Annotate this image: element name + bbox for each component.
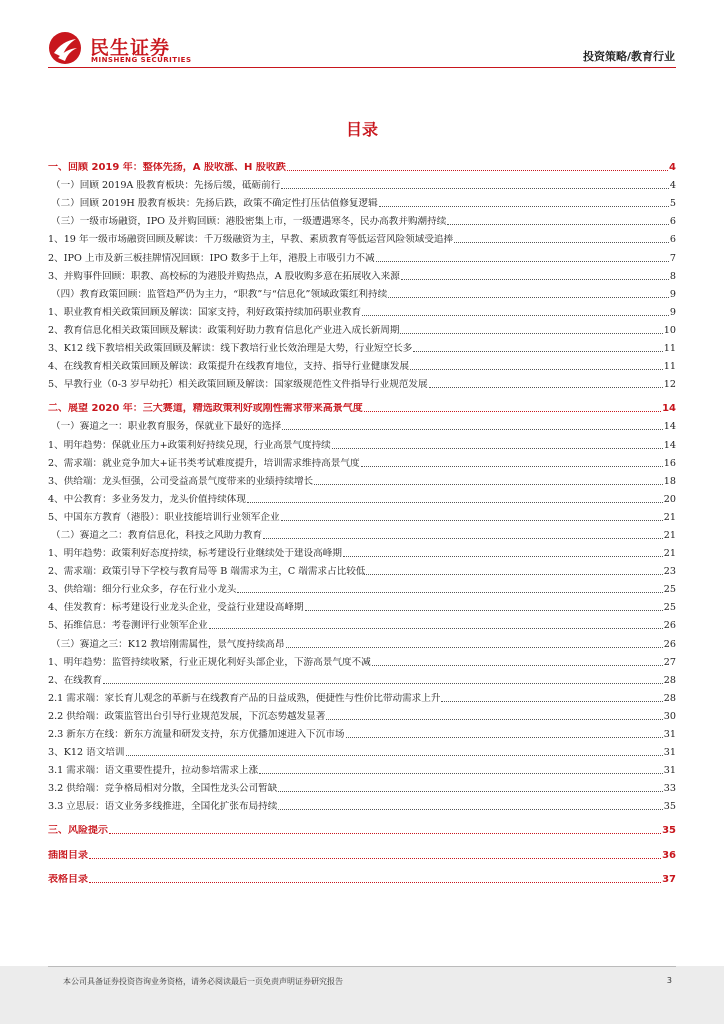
page-number: 3 [666, 976, 672, 985]
toc-leader-dots [332, 448, 663, 449]
toc-entry-page: 11 [663, 361, 676, 373]
toc-entry-title: 5、中国东方教育（港股）：职业技能培训行业领军企业 [48, 511, 280, 523]
toc-title: 目录 [345, 120, 378, 139]
toc-entry-page: 25 [663, 602, 676, 614]
toc-entry-page: 14 [663, 421, 676, 433]
toc-entry-title: （二）赛道之二：教育信息化，科技之风助力教育 [51, 529, 263, 541]
minsheng-logo-icon [48, 31, 82, 65]
toc-leader-dots [379, 206, 669, 207]
toc-entry[interactable] [48, 614, 676, 632]
toc-entry-title: 2、教育信息化相关政策回顾及解读：政策利好助力教育信息化产业进入成长新周期 [48, 324, 400, 336]
toc-entry-page: 7 [669, 252, 676, 264]
toc-entry-page: 20 [663, 493, 676, 505]
page-header [0, 0, 724, 72]
toc-entry-title: 三、风险提示 [48, 825, 108, 837]
toc-entry-page: 28 [663, 674, 676, 686]
toc-entry[interactable] [48, 542, 676, 560]
toc-entry-title: 二、展望 2020 年：三大赛道，精选政策利好或刚性需求带来高景气度 [48, 403, 363, 415]
toc-entry-page: 25 [663, 584, 676, 596]
toc-leader-dots [282, 429, 663, 430]
toc-entry-title: 4、在线教育相关政策回顾及解读：政策提升在线教育地位，支持、指导行业健康发展 [48, 361, 410, 373]
toc-entry-page: 6 [669, 234, 676, 246]
toc-entry-title: 3.2 供给端：竞争格局相对分散，全国性龙头公司暂缺 [48, 783, 278, 795]
toc-entry-page: 23 [663, 566, 676, 578]
toc-entry[interactable] [48, 415, 676, 433]
toc-entry[interactable] [48, 337, 676, 355]
toc-entry-title: 表格目录 [48, 873, 88, 885]
toc-leader-dots [89, 858, 661, 859]
toc-entry-page: 9 [669, 306, 676, 318]
toc-leader-dots [109, 833, 661, 834]
toc-entry-page: 18 [663, 475, 676, 487]
toc-entry[interactable] [48, 560, 676, 578]
toc-entry[interactable] [48, 705, 676, 723]
toc-entry[interactable] [48, 319, 676, 337]
toc-entry-page: 37 [662, 873, 676, 885]
toc-entry[interactable] [48, 488, 676, 506]
toc-leader-dots [376, 261, 669, 262]
toc-entry-page: 27 [663, 656, 676, 668]
toc-entry-page: 10 [663, 324, 676, 336]
toc-leader-dots [126, 755, 663, 756]
toc-entry[interactable] [48, 741, 676, 759]
toc-entry[interactable] [48, 156, 676, 174]
toc-leader-dots [278, 791, 662, 792]
toc-leader-dots [287, 170, 668, 171]
toc-entry[interactable] [48, 452, 676, 470]
toc-entry-title: 2、需求端：政策引导下学校与教育局等 B 端需求为主，C 端需求占比较低 [48, 566, 366, 578]
toc-entry-page: 14 [663, 439, 676, 451]
toc-entry[interactable] [48, 524, 676, 542]
toc-entry-page: 30 [663, 710, 676, 722]
toc-entry-page: 33 [663, 783, 676, 795]
toc-leader-dots [454, 242, 669, 243]
toc-leader-dots [103, 683, 663, 684]
toc-entry-title: 3、K12 线下教培相关政策回顾及解读：线下教培行业长效治理是大势，行业短空长多 [48, 343, 413, 355]
toc-leader-dots [286, 647, 663, 648]
toc-entry-page: 11 [663, 343, 676, 355]
toc-entry[interactable] [48, 632, 676, 650]
toc-entry[interactable] [48, 777, 676, 795]
toc-entry[interactable] [48, 506, 676, 524]
toc-leader-dots [372, 665, 663, 666]
toc-entry-title: 5、早教行业（0-3 岁早幼托）相关政策回顾及解读：国家级规范性文件指导行业规范发展 [48, 379, 428, 391]
toc-entry-title: 1、19 年一级市场融资回顾及解读：千万级融资为主，早教、素质教育等低运营风险领域受追捧 [48, 234, 454, 246]
toc-leader-dots [237, 592, 662, 593]
toc-leader-dots [346, 737, 663, 738]
toc-entry-title: 5、拓维信息：考卷测评行业领军企业 [48, 620, 208, 632]
toc-leader-dots [326, 719, 662, 720]
toc-leader-dots [263, 538, 663, 539]
toc-entry[interactable] [48, 819, 676, 837]
toc-entry-page: 21 [663, 548, 676, 560]
toc-entry[interactable] [48, 578, 676, 596]
toc-entry-title: 1、明年趋势：监管持续收紧，行业正规化利好头部企业，下游高景气度不减 [48, 656, 371, 668]
toc-entry-page: 4 [669, 180, 676, 192]
toc-entry[interactable] [48, 795, 676, 813]
toc-entry-page: 26 [663, 620, 676, 632]
toc-entry-title: 4、佳发教育：标考建设行业龙头企业，受益行业建设高峰期 [48, 602, 304, 614]
toc-entry[interactable] [48, 723, 676, 741]
toc-entry[interactable] [48, 433, 676, 451]
toc-leader-dots [410, 369, 663, 370]
toc-leader-dots [247, 502, 663, 503]
toc-leader-dots [441, 701, 662, 702]
toc-entry[interactable] [48, 246, 676, 264]
toc-entry-page: 21 [663, 529, 676, 541]
toc-leader-dots [366, 574, 662, 575]
toc-entry-title: 4、中公教育：多业务发力，龙头价值持续体现 [48, 493, 246, 505]
toc-entry[interactable] [48, 687, 676, 705]
toc-entry-page: 5 [669, 198, 676, 210]
header-divider [48, 67, 676, 68]
toc-leader-dots [429, 387, 663, 388]
toc-entry-title: （四）教育政策回顾：监管趋严仍为主力，“职教”与“信息化”领域政策红利持续 [51, 288, 388, 300]
toc-entry[interactable] [48, 265, 676, 283]
toc-entry-title: 1、明年趋势：保就业压力+政策利好持续兑现，行业高景气度持续 [48, 439, 331, 451]
toc-entry[interactable] [48, 192, 676, 210]
toc-leader-dots [361, 466, 663, 467]
toc-entry-page: 26 [663, 638, 676, 650]
toc-entry-page: 8 [669, 270, 676, 282]
toc-leader-dots [413, 351, 662, 352]
toc-leader-dots [305, 610, 663, 611]
logo-chinese-name: 民生证券 [90, 37, 171, 59]
toc-entry-page: 16 [663, 457, 676, 469]
toc-entry[interactable] [48, 301, 676, 319]
toc-entry[interactable] [48, 397, 676, 415]
toc-entry[interactable] [48, 228, 676, 246]
toc-entry-title: 3、并购事件回顾：职教、高校标的为港股并购热点，A 股收购多意在拓展收入来源 [48, 270, 400, 282]
toc-entry-page: 6 [669, 216, 676, 228]
toc-entry-page: 31 [663, 747, 676, 759]
toc-leader-dots [281, 520, 663, 521]
toc-entry-title: 2、需求端：就业竞争加大+证书类考试难度提升，培训需求维持高景气度 [48, 457, 360, 469]
toc-leader-dots [447, 224, 669, 225]
toc-entry-page: 35 [663, 801, 676, 813]
toc-entry[interactable] [48, 651, 676, 669]
toc-entry[interactable] [48, 283, 676, 301]
toc-entry[interactable] [48, 174, 676, 192]
toc-entry-page: 21 [663, 511, 676, 523]
toc-entry-page: 14 [662, 403, 676, 415]
logo-english-name: MINSHENG SECURITIES [91, 56, 192, 64]
toc-leader-dots [401, 279, 669, 280]
toc-leader-dots [362, 315, 669, 316]
toc-entry-page: 36 [662, 849, 676, 861]
toc-leader-dots [89, 882, 661, 883]
toc-entry[interactable] [48, 355, 676, 373]
toc-entry[interactable] [48, 210, 676, 228]
toc-entry[interactable] [48, 373, 676, 391]
report-category: 投资策略/教育行业 [582, 50, 675, 63]
footer-disclaimer: 本公司具备证券投资咨询业务资格，请务必阅读最后一页免责声明证券研究报告 [63, 977, 343, 986]
toc-entry[interactable] [48, 868, 676, 886]
toc-entry-title: （一）赛道之一：职业教育服务，保就业下最好的选择 [51, 421, 282, 433]
toc-entry-title: 2、IPO 上市及新三板挂牌情况回顾：IPO 数多于上年，港股上市吸引力不减 [48, 252, 375, 264]
toc-entry-title: 3.3 立思辰：语文业务多线推进，全国化扩张布局持续 [48, 801, 278, 813]
toc-entry[interactable] [48, 759, 676, 777]
toc-entry-title: 2.1 需求端：家长育儿观念的革新与在线教育产品的日益成熟，便捷性与性价比带动需求上升 [48, 692, 441, 704]
toc-entry-page: 31 [663, 729, 676, 740]
toc-entry-title: 3、K12 语文培训 [48, 747, 125, 759]
toc-entry-page: 4 [669, 162, 676, 174]
toc-entry-title: 1、职业教育相关政策回顾及解读：国家支持，利好政策持续加码职业教育 [48, 306, 362, 318]
toc-entry-title: （三）一级市场融资，IPO 及并购回顾：港股密集上市，一级遭遇寒冬，民办高教并购潮持续 [51, 216, 447, 228]
toc-leader-dots [278, 809, 662, 810]
footer-divider [48, 966, 676, 967]
toc-leader-dots [314, 484, 663, 485]
toc-entry-title: （三）赛道之三：K12 教培刚需属性，景气度持续高昂 [51, 638, 285, 650]
table-of-contents [48, 156, 676, 886]
toc-entry-title: 插图目录 [48, 849, 88, 861]
toc-entry[interactable] [48, 669, 676, 687]
toc-entry-title: 2、在线教育 [48, 674, 103, 686]
toc-entry-page: 9 [669, 288, 676, 300]
toc-leader-dots [259, 773, 663, 774]
toc-entry-title: 3、供给端：细分行业众多，存在行业小龙头 [48, 584, 237, 596]
toc-leader-dots [343, 556, 663, 557]
toc-entry-title: （一）回顾 2019A 股教育板块：先扬后缓，砥砺前行 [51, 180, 281, 192]
toc-entry[interactable] [48, 470, 676, 488]
toc-leader-dots [388, 297, 669, 298]
toc-entry-title: 3、供给端：龙头恒强，公司受益高景气度带来的业绩持续增长 [48, 475, 314, 487]
toc-entry-page: 35 [662, 825, 676, 837]
footer-band [0, 966, 724, 1024]
toc-entry-title: 2.3 新东方在线：新东方流量和研发支持，东方优播加速进入下沉市场 [48, 729, 345, 740]
toc-leader-dots [364, 411, 661, 412]
toc-entry-title: （二）回顾 2019H 股教育板块：先扬后跌，政策不确定性打压估值修复逻辑 [51, 198, 378, 210]
toc-entry-title: 3.1 需求端：语文重要性提升，拉动参培需求上涨 [48, 765, 259, 777]
toc-leader-dots [281, 188, 669, 189]
toc-entry-page: 31 [663, 765, 676, 777]
toc-entry-title: 一、回顾 2019 年：整体先扬，A 股收涨、H 股收跌 [48, 162, 286, 174]
toc-entry[interactable] [48, 843, 676, 861]
toc-entry-page: 12 [663, 379, 676, 391]
toc-entry-page: 28 [663, 692, 676, 704]
toc-leader-dots [209, 628, 663, 629]
toc-entry-title: 2.2 供给端：政策监管出台引导行业规范发展，下沉态势越发显著 [48, 710, 326, 722]
toc-entry-title: 1、明年趋势：政策利好态度持续，标考建设行业继续处于建设高峰期 [48, 548, 342, 560]
toc-leader-dots [400, 333, 662, 334]
toc-entry[interactable] [48, 596, 676, 614]
